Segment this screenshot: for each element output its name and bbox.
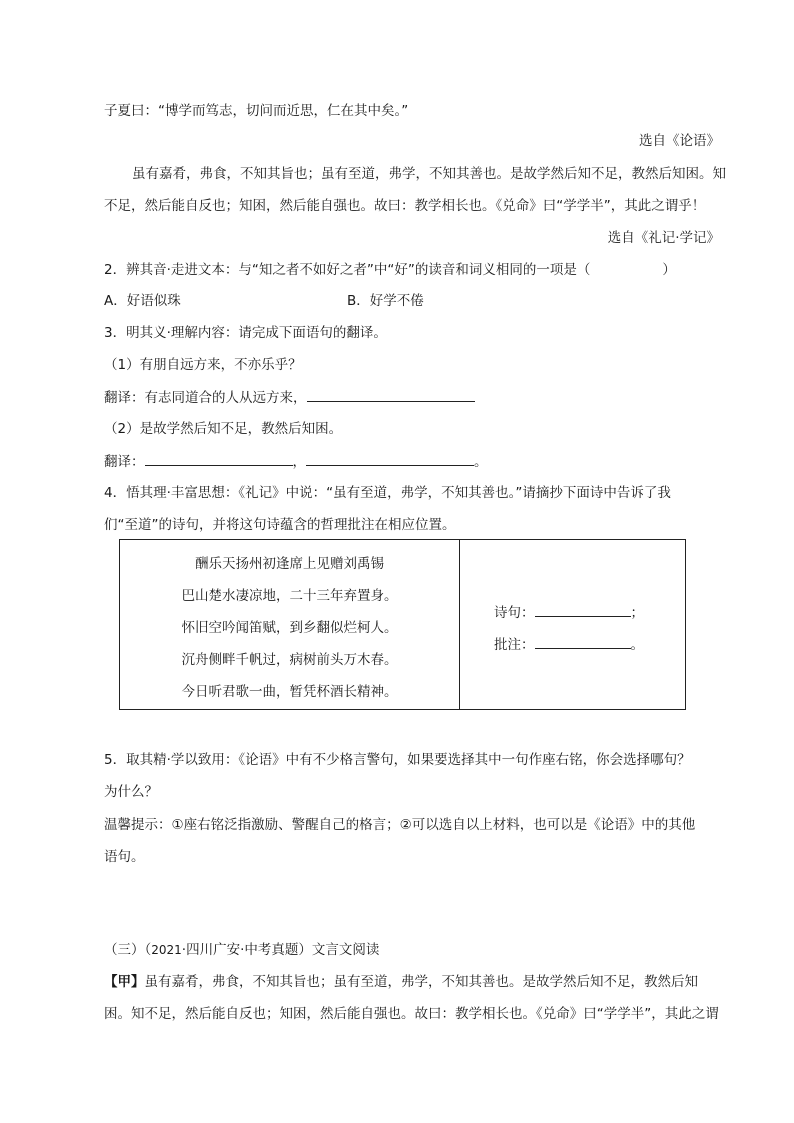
xueji-text-line-1: 虽有嘉肴，弗食，不知其旨也；虽有至道，弗学，不知其善也。是故学然后知不足，教然后知困。知 [132,166,726,182]
poem-line: 今日听君歌一曲，暂凭杯酒长精神。 [181,684,398,700]
table-divider [459,540,460,709]
translation-2-blank-b[interactable] [306,451,474,466]
answer-note-end: 。 [630,637,644,653]
xueji-text-line-2: 不足，然后能自反也；知困，然后能自强也。故曰：教学相长也。《兑命》曰“学学半”，其此之谓乎！ [104,198,706,214]
answer-poem-line [494,601,644,621]
answer-note-label: 批注： [494,637,535,653]
question-3-translation-1 [104,387,475,408]
question-3-item-1: （1）有朋自远方来，不亦乐乎？ [104,357,302,373]
jia-text-line-2: 困。知不足，然后能自反也；知困，然后能自强也。故曰：教学相长也。《兑命》曰“学学半”，其此之谓 [104,1006,719,1022]
translation-1-blank[interactable] [307,387,475,402]
translation-2-blank-a[interactable] [145,451,293,466]
question-5-stem-line-1: 5．取其精·学以致用：《论语》中有不少格言警句，如果要选择其中一句作座右铭，你会选择哪句？ [104,752,691,768]
question-2-paren-close: ） [662,262,676,278]
jia-text-1: 虽有嘉肴，弗食，不知其旨也；虽有至道，弗学，不知其善也。是故学然后知不足，教然后知 [144,974,698,990]
section-3-prefix: （三）（ [104,942,152,958]
question-4-stem-line-2: 们“至道”的诗句，并将这句诗蕴含的哲理批注在相应位置。 [104,517,456,533]
answer-poem-blank[interactable] [535,602,631,617]
answer-note-line [494,633,644,653]
poem-line: 沉舟侧畔千帆过，病树前头万木春。 [181,652,398,668]
option-a: A．好语似珠 [104,293,181,309]
jia-label: 【甲】 [104,974,145,990]
translation-2-comma: ， [292,454,306,470]
question-5-tip-line-1: 温馨提示：①座右铭泛指激励、警醒自己的格言；②可以选自以上材料，也可以是《论语》中的其他 [104,817,696,833]
source-liji: 选自《礼记·学记》 [607,230,720,246]
source-lunyu: 选自《论语》 [639,133,720,149]
question-3-stem: 3．明其义·理解内容：请完成下面语句的翻译。 [104,325,387,341]
translation-2-prefix: 翻译： [104,454,145,470]
question-3-item-2: （2）是故学然后知不足，教然后知困。 [104,421,343,437]
poem-title: 酬乐天扬州初逢席上见赠刘禹锡 [195,556,384,572]
answer-poem-label: 诗句： [494,605,535,621]
section-3-source: ·四川广安·中考真题）文言文阅读 [181,942,380,958]
question-2-text: 2．辨其音·走进文本：与“知之者不如好之者”中“好”的读音和词义相同的一项是（ [104,262,591,278]
answer-poem-end: ； [630,605,644,621]
question-4-stem-line-1: 4．悟其理·丰富思想：《礼记》中说：“虽有至道，弗学，不知其善也。”请摘抄下面诗中告诉了我 [104,485,671,501]
question-2-options [104,291,181,311]
answer-note-blank[interactable] [535,634,631,649]
question-5-stem-line-2: 为什么？ [104,784,158,800]
section-3-year: 2021 [151,943,182,957]
poem-line: 巴山楚水凄凉地，二十三年弃置身。 [181,588,398,604]
question-5-tip-line-2: 语句。 [104,849,145,865]
question-2-stem [104,260,676,280]
option-b: B．好学不倦 [347,293,424,309]
poem-table [119,539,686,710]
translation-2-end: 。 [474,454,488,470]
section-3-heading [104,940,379,960]
jia-text-line-1 [104,972,698,992]
question-3-translation-2 [104,451,488,472]
quote-zixia: 子夏曰：“博学而笃志，切问而近思，仁在其中矣。” [104,103,409,119]
translation-1-prefix: 翻译：有志同道合的人从远方来， [104,390,307,406]
poem-line: 怀旧空吟闻笛赋，到乡翻似烂柯人。 [181,620,398,636]
